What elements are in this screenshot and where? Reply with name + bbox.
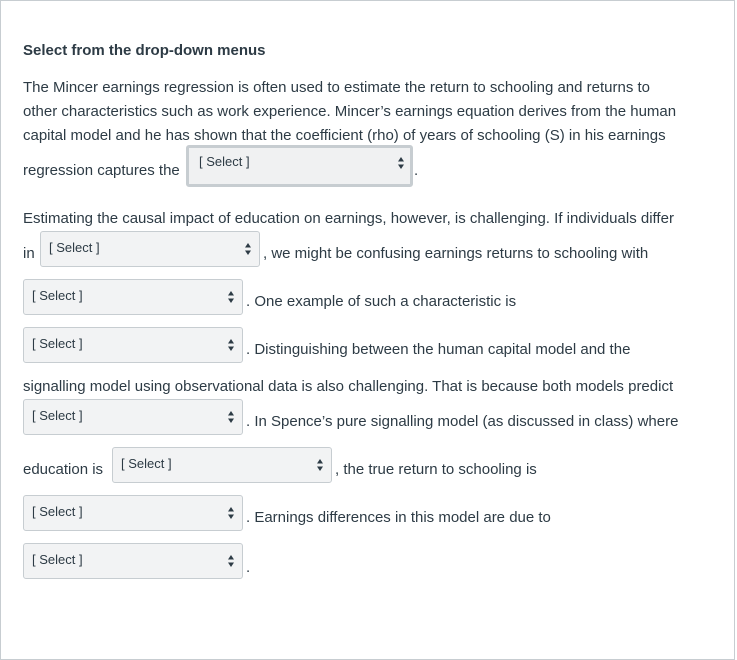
- dropdown-education-is[interactable]: [112, 447, 332, 483]
- text-line: , the true return to schooling is: [335, 461, 537, 478]
- sort-arrows-icon: [398, 156, 404, 170]
- sort-arrows-icon: [228, 506, 234, 520]
- sort-arrows-icon: [228, 338, 234, 352]
- sort-arrows-icon: [245, 242, 251, 256]
- text-line: signalling model using observational data is also challenging. That is because both models predict: [23, 378, 674, 395]
- dropdown-label: [ Select ]: [32, 288, 83, 303]
- dropdown-example-characteristic[interactable]: [23, 327, 243, 363]
- sort-arrows-icon: [317, 458, 323, 472]
- dropdown-rho-captures[interactable]: [186, 145, 413, 187]
- dropdown-label: [ Select ]: [121, 456, 172, 471]
- text-line: . Earnings differences in this model are due to: [246, 509, 551, 526]
- text-line: regression captures the: [23, 162, 180, 179]
- sort-arrows-icon: [228, 554, 234, 568]
- question-heading: Select from the drop-down menus: [23, 42, 266, 59]
- dropdown-label: [ Select ]: [32, 504, 83, 519]
- text-line: . One example of such a characteristic is: [246, 293, 517, 310]
- text-line: . In Spence’s pure signalling model (as discussed in class) where: [246, 413, 679, 430]
- dropdown-confusing-with[interactable]: [23, 279, 243, 315]
- dropdown-individuals-differ[interactable]: [40, 231, 260, 267]
- text-line: other characteristics such as work experience. Mincer’s earnings equation derives from the human: [23, 103, 677, 120]
- dropdown-true-return[interactable]: [23, 495, 243, 531]
- text-line: Estimating the causal impact of education on earnings, however, is challenging. If individuals differ: [23, 210, 674, 227]
- dropdown-label: [ Select ]: [32, 552, 83, 567]
- text-period: .: [246, 559, 251, 576]
- text-line: . Distinguishing between the human capital model and the: [246, 341, 631, 358]
- dropdown-label: [ Select ]: [32, 336, 83, 351]
- dropdown-label: [ Select ]: [32, 408, 83, 423]
- sort-arrows-icon: [228, 410, 234, 424]
- dropdown-label: [ Select ]: [199, 154, 250, 169]
- text-in: in: [23, 245, 35, 262]
- text-line: capital model and he has shown that the coefficient (rho) of years of schooling (S) in his earnings: [23, 127, 666, 144]
- dropdown-label: [ Select ]: [49, 240, 100, 255]
- text-period: .: [414, 162, 419, 179]
- dropdown-earnings-due-to[interactable]: [23, 543, 243, 579]
- dropdown-models-predict[interactable]: [23, 399, 243, 435]
- text-line: The Mincer earnings regression is often used to estimate the return to schooling and returns to: [23, 79, 651, 96]
- sort-arrows-icon: [228, 290, 234, 304]
- text-line: , we might be confusing earnings returns to schooling with: [263, 245, 649, 262]
- text-education-is: education is: [23, 461, 104, 478]
- question-content: [23, 41, 723, 576]
